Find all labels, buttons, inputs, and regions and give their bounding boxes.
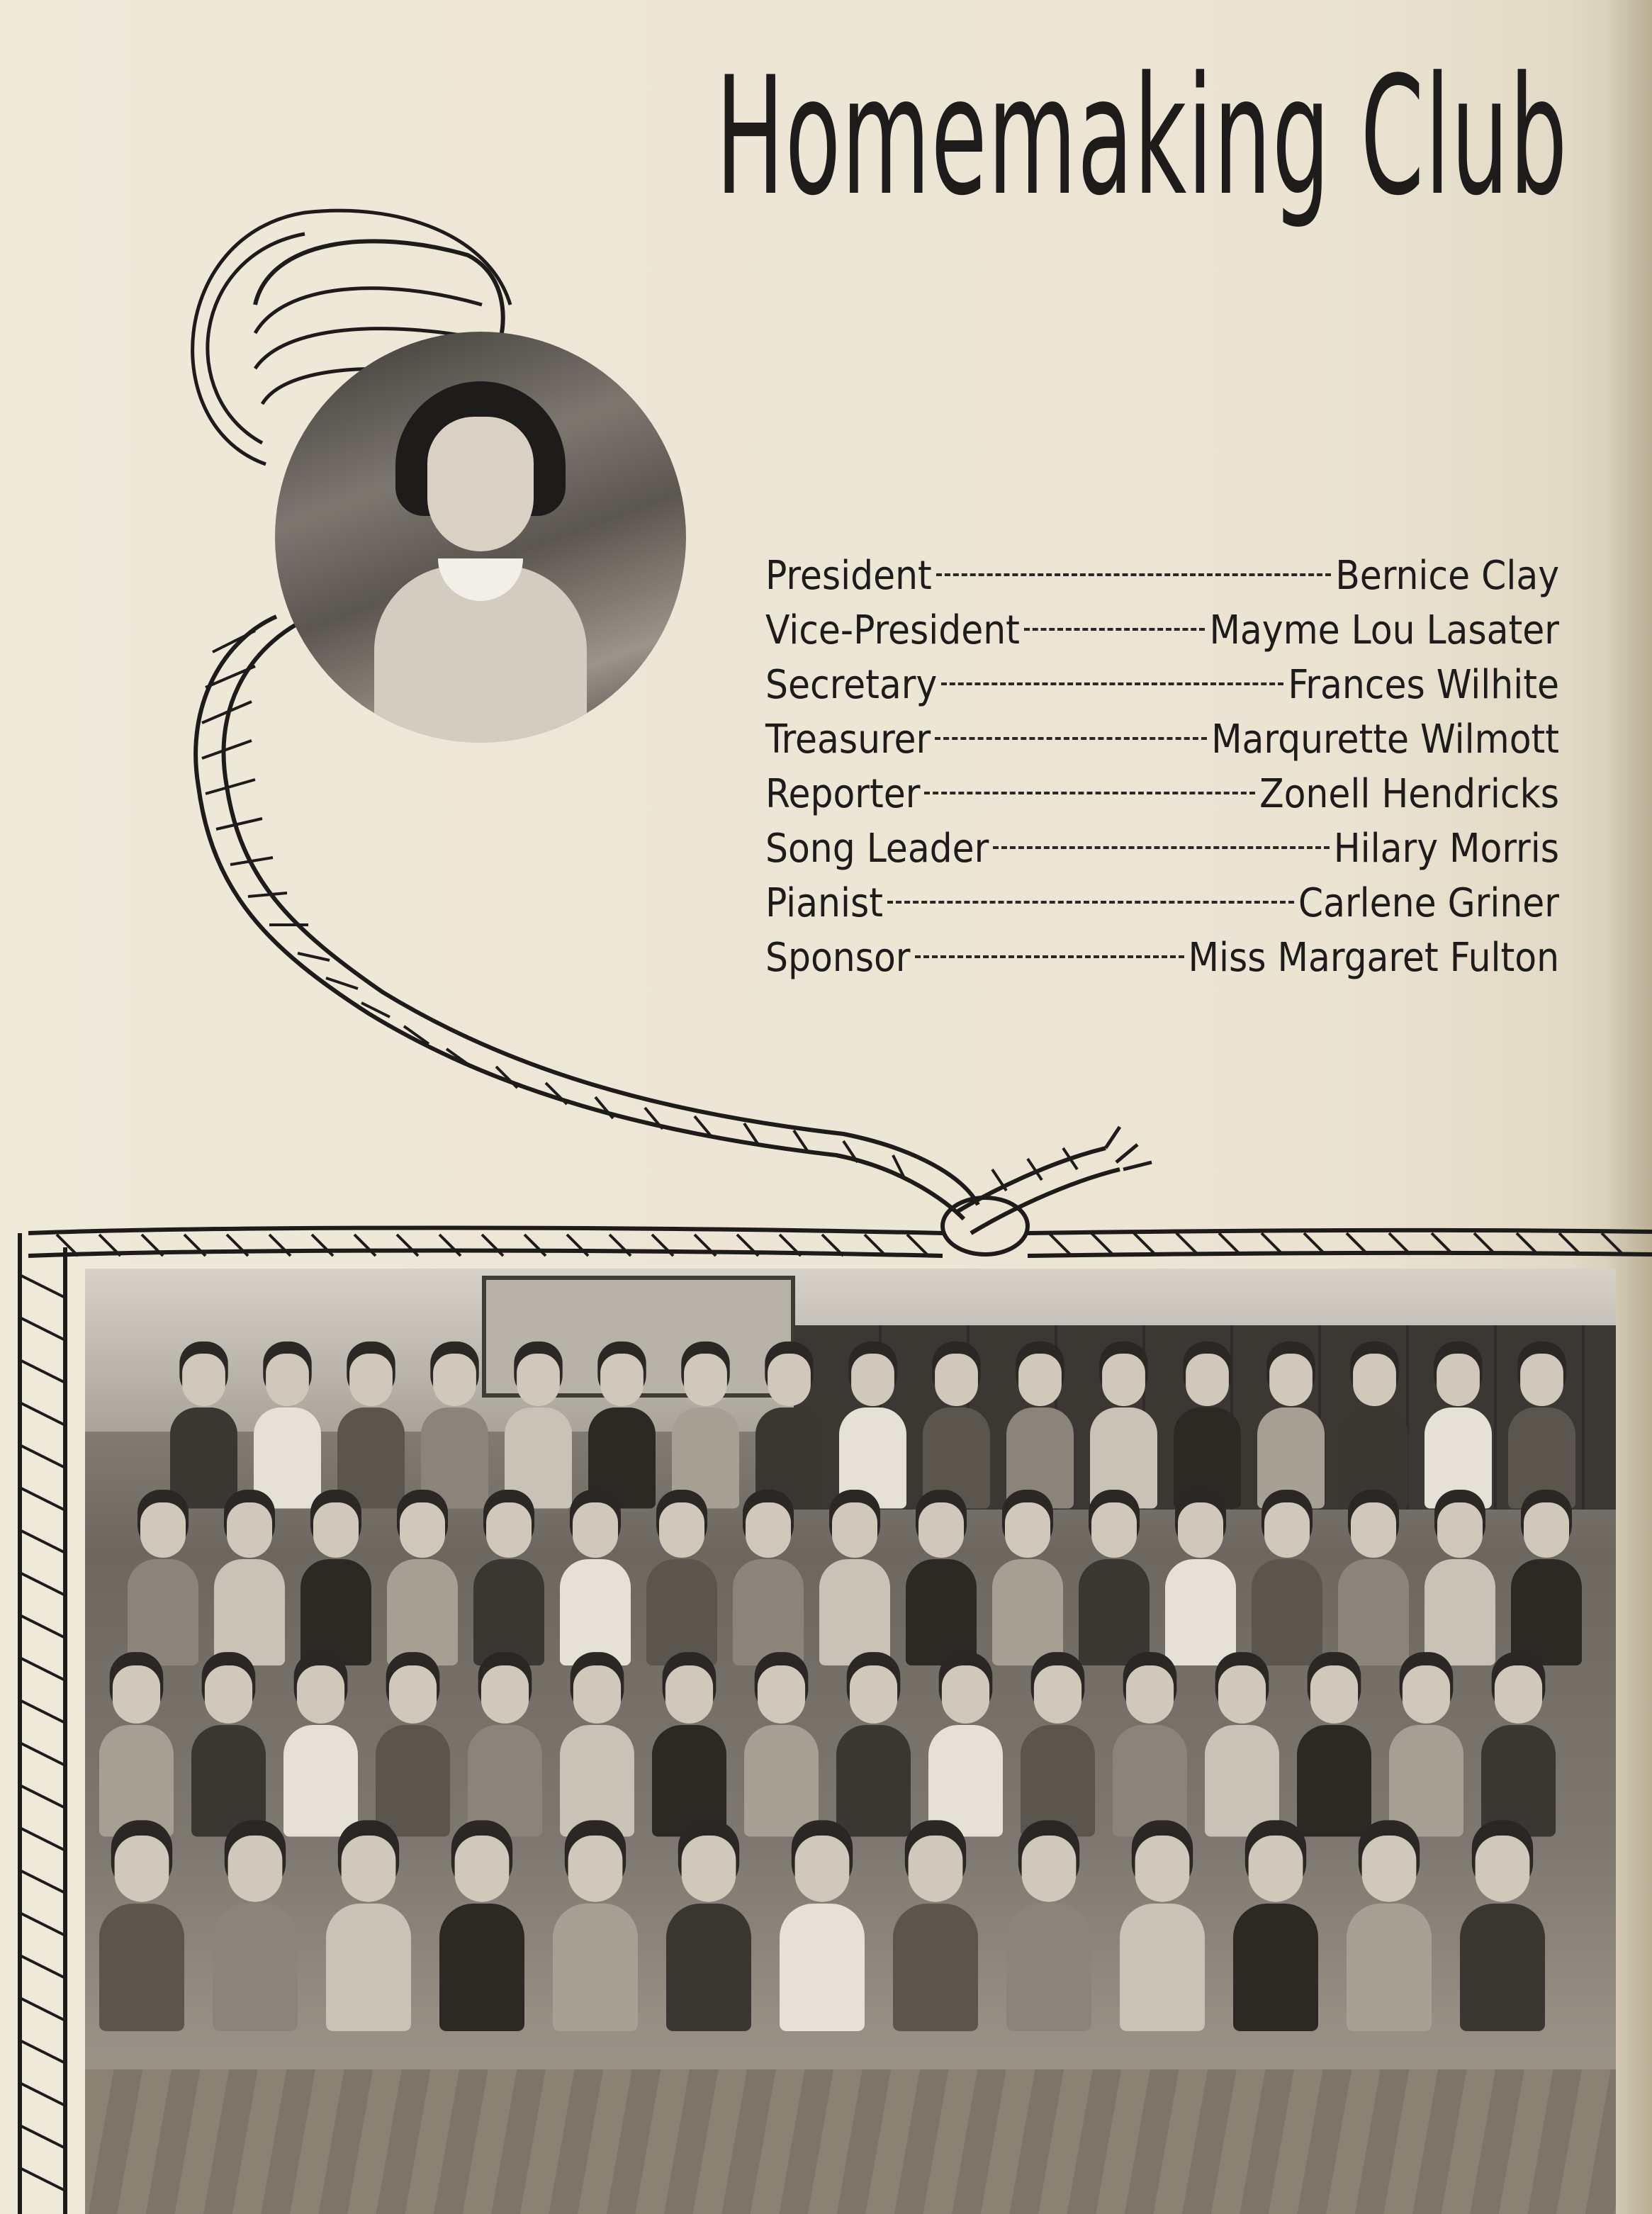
- person-torso: [992, 1559, 1063, 1665]
- officer-name: Zonell Hendricks: [1259, 771, 1559, 817]
- officer-role: Pianist: [765, 880, 883, 926]
- person-head: [1034, 1665, 1081, 1724]
- person-torso: [1165, 1559, 1236, 1665]
- person-head: [1353, 1354, 1396, 1406]
- person-head: [349, 1354, 393, 1406]
- person-head: [227, 1502, 272, 1558]
- person-head: [1102, 1354, 1145, 1406]
- person-head: [684, 1354, 727, 1406]
- person-head: [935, 1354, 978, 1406]
- person-torso: [744, 1725, 819, 1837]
- officer-row-song-leader: [765, 826, 1559, 880]
- officer-row-secretary: [765, 662, 1559, 717]
- person-head: [942, 1665, 989, 1724]
- person-torso: [1425, 1559, 1495, 1665]
- person-head: [1437, 1354, 1480, 1406]
- person-head: [1264, 1502, 1310, 1558]
- portrait-face: [427, 417, 534, 551]
- person-head: [1135, 1836, 1190, 1902]
- person-head: [573, 1665, 621, 1724]
- person-head: [918, 1502, 964, 1558]
- person-torso: [1113, 1725, 1187, 1837]
- person-torso: [421, 1407, 488, 1509]
- person-torso: [300, 1559, 371, 1665]
- person-head: [1022, 1836, 1077, 1902]
- leader-dashes: [936, 573, 1331, 576]
- person-head: [517, 1354, 560, 1406]
- person-head: [1269, 1354, 1313, 1406]
- person-torso: [283, 1725, 358, 1837]
- officer-role: President: [765, 553, 932, 599]
- person-head: [795, 1836, 850, 1902]
- officer-role: Vice-President: [765, 607, 1020, 653]
- person-torso: [468, 1725, 542, 1837]
- person-head: [1476, 1836, 1530, 1902]
- person-head: [297, 1665, 344, 1724]
- person-torso: [1174, 1407, 1241, 1509]
- person-torso: [99, 1904, 184, 2031]
- person-torso: [1341, 1407, 1408, 1509]
- person-torso: [1389, 1725, 1463, 1837]
- person-torso: [928, 1725, 1003, 1837]
- person-torso: [646, 1559, 717, 1665]
- person-head: [481, 1665, 529, 1724]
- photo-floor: [85, 2069, 1616, 2214]
- person-head: [400, 1502, 445, 1558]
- person-head: [1437, 1502, 1483, 1558]
- person-head: [1126, 1665, 1174, 1724]
- person-head: [266, 1354, 309, 1406]
- person-head: [1520, 1354, 1563, 1406]
- person-torso: [1338, 1559, 1409, 1665]
- person-head: [568, 1836, 623, 1902]
- person-torso: [672, 1407, 739, 1509]
- person-torso: [214, 1559, 285, 1665]
- person-torso: [553, 1904, 638, 2031]
- officer-role: Song Leader: [765, 826, 989, 872]
- person-torso: [560, 1725, 634, 1837]
- person-torso: [128, 1559, 198, 1665]
- person-torso: [906, 1559, 977, 1665]
- person-head: [486, 1502, 532, 1558]
- person-head: [1178, 1502, 1223, 1558]
- person-torso: [819, 1559, 890, 1665]
- person-head: [665, 1665, 713, 1724]
- officer-name: Frances Wilhite: [1288, 662, 1559, 708]
- leader-dashes: [924, 792, 1255, 794]
- officer-role: Sponsor: [765, 935, 911, 981]
- person-head: [832, 1502, 877, 1558]
- officer-role: Secretary: [765, 662, 938, 708]
- leader-dashes: [915, 955, 1184, 958]
- person-torso: [170, 1407, 237, 1509]
- person-torso: [560, 1559, 631, 1665]
- group-photo: [85, 1269, 1616, 2214]
- person-head: [140, 1502, 186, 1558]
- person-head: [1186, 1354, 1229, 1406]
- officer-row-sponsor: [765, 935, 1559, 989]
- officers-list: [765, 553, 1559, 989]
- officer-role: Treasurer: [765, 717, 931, 763]
- person-head: [909, 1836, 963, 1902]
- person-torso: [1021, 1725, 1095, 1837]
- person-head: [1249, 1836, 1303, 1902]
- person-torso: [666, 1904, 751, 2031]
- portrait-photo: [275, 332, 686, 743]
- person-torso: [505, 1407, 572, 1509]
- person-head: [1018, 1354, 1062, 1406]
- person-torso: [923, 1407, 990, 1509]
- person-head: [1218, 1665, 1266, 1724]
- person-torso: [326, 1904, 411, 2031]
- person-torso: [191, 1725, 266, 1837]
- page-title: Homemaking Club: [716, 43, 1568, 232]
- person-torso: [1006, 1407, 1074, 1509]
- officer-row-president: [765, 553, 1559, 607]
- person-head: [433, 1354, 476, 1406]
- leader-dashes: [941, 682, 1283, 685]
- person-torso: [839, 1407, 906, 1509]
- person-torso: [1511, 1559, 1582, 1665]
- person-torso: [588, 1407, 656, 1509]
- leader-dashes: [1024, 628, 1206, 631]
- person-torso: [99, 1725, 174, 1837]
- person-head: [758, 1665, 805, 1724]
- person-torso: [1079, 1559, 1150, 1665]
- person-head: [768, 1354, 811, 1406]
- person-head: [1524, 1502, 1569, 1558]
- person-head: [659, 1502, 704, 1558]
- person-head: [182, 1354, 225, 1406]
- officer-name: Miss Margaret Fulton: [1188, 935, 1559, 981]
- person-head: [389, 1665, 437, 1724]
- person-torso: [893, 1904, 978, 2031]
- officer-role: Reporter: [765, 771, 921, 817]
- person-head: [1362, 1836, 1417, 1902]
- person-torso: [473, 1559, 544, 1665]
- officer-row-pianist: [765, 880, 1559, 935]
- person-torso: [1508, 1407, 1575, 1509]
- person-head: [746, 1502, 791, 1558]
- person-torso: [1233, 1904, 1318, 2031]
- leader-dashes: [935, 737, 1207, 740]
- person-torso: [836, 1725, 911, 1837]
- person-torso: [1257, 1407, 1325, 1509]
- person-torso: [439, 1904, 524, 2031]
- person-head: [850, 1665, 897, 1724]
- person-head: [455, 1836, 510, 1902]
- person-torso: [1425, 1407, 1492, 1509]
- person-torso: [1481, 1725, 1556, 1837]
- officer-row-treasurer: [765, 717, 1559, 771]
- officer-name: Carlene Griner: [1298, 880, 1559, 926]
- person-head: [1495, 1665, 1542, 1724]
- person-head: [682, 1836, 736, 1902]
- person-head: [600, 1354, 644, 1406]
- person-head: [313, 1502, 359, 1558]
- person-torso: [652, 1725, 726, 1837]
- person-head: [1351, 1502, 1396, 1558]
- person-torso: [1347, 1904, 1432, 2031]
- leader-dashes: [993, 846, 1329, 849]
- person-head: [342, 1836, 396, 1902]
- person-head: [1091, 1502, 1137, 1558]
- person-torso: [387, 1559, 458, 1665]
- person-head: [228, 1836, 283, 1902]
- person-head: [851, 1354, 894, 1406]
- person-torso: [1205, 1725, 1279, 1837]
- person-torso: [213, 1904, 298, 2031]
- person-head: [205, 1665, 252, 1724]
- officer-row-vice-president: [765, 607, 1559, 662]
- officer-name: Hilary Morris: [1333, 826, 1559, 872]
- officer-row-reporter: [765, 771, 1559, 826]
- officer-name: Mayme Lou Lasater: [1209, 607, 1559, 653]
- person-head: [1310, 1665, 1358, 1724]
- person-torso: [1120, 1904, 1205, 2031]
- officer-name: Bernice Clay: [1335, 553, 1559, 599]
- person-head: [1403, 1665, 1450, 1724]
- person-torso: [1460, 1904, 1545, 2031]
- person-torso: [376, 1725, 450, 1837]
- person-torso: [780, 1904, 865, 2031]
- person-head: [573, 1502, 618, 1558]
- person-torso: [254, 1407, 321, 1509]
- leader-dashes: [887, 901, 1294, 904]
- person-torso: [755, 1407, 823, 1509]
- person-head: [115, 1836, 169, 1902]
- person-torso: [733, 1559, 804, 1665]
- officer-name: Marqurette Wilmott: [1211, 717, 1559, 763]
- person-torso: [337, 1407, 405, 1509]
- person-head: [113, 1665, 160, 1724]
- person-torso: [1090, 1407, 1157, 1509]
- person-torso: [1252, 1559, 1322, 1665]
- person-torso: [1297, 1725, 1371, 1837]
- person-torso: [1006, 1904, 1091, 2031]
- person-head: [1005, 1502, 1050, 1558]
